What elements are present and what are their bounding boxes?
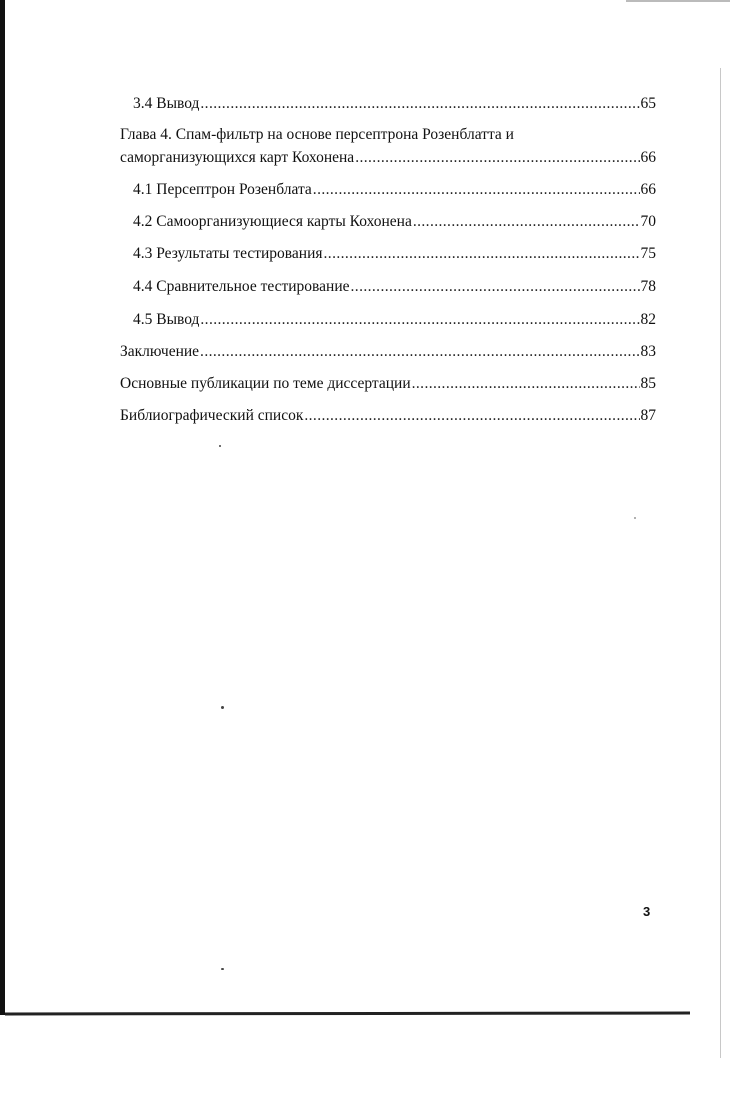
toc-entry-page: 66 <box>640 181 656 198</box>
toc-entry-title: 4.3 Результаты тестирования <box>133 245 323 262</box>
toc-entry-title: Основные публикации по теме диссертации <box>120 375 411 392</box>
page-number: 3 <box>643 904 651 919</box>
toc-entry-3-4 <box>120 94 656 114</box>
toc-entry-4-2 <box>120 212 656 232</box>
toc-entry-page: 83 <box>640 343 656 360</box>
toc-entry-page: 85 <box>640 375 656 392</box>
toc-leader-dots <box>313 180 640 200</box>
toc-leader-dots <box>200 342 639 362</box>
toc-entry-bibliography <box>120 406 656 426</box>
toc-entry-4-1 <box>120 180 656 200</box>
scan-left-border <box>0 0 5 1015</box>
toc-leader-dots <box>324 244 640 264</box>
toc-entry-conclusion <box>120 342 656 362</box>
scan-speck <box>219 445 221 447</box>
toc-entry-4-3 <box>120 244 656 264</box>
toc-entry-4-4 <box>120 277 656 297</box>
toc-entry-title: 4.5 Вывод <box>133 311 200 328</box>
toc-entry-title: 4.1 Персептрон Розенблата <box>133 181 312 198</box>
toc-chapter-4-title-line1: Глава 4. Спам-фильтр на основе персептрона Розенблатта и <box>120 126 514 143</box>
toc-entry-title: Библиографический список <box>120 407 304 424</box>
scan-bottom-edge <box>5 1012 690 1016</box>
toc-leader-dots <box>304 406 639 426</box>
toc-entry-page: 87 <box>640 407 656 424</box>
toc-entry-page: 82 <box>640 311 656 328</box>
toc-leader-dots <box>355 148 639 168</box>
scan-speck <box>221 706 224 709</box>
toc-entry-4-5 <box>120 310 656 330</box>
toc-entry-publications <box>120 374 656 394</box>
toc-entry-title: 4.4 Сравнительное тестирование <box>133 278 350 295</box>
scan-right-edge <box>720 68 721 1058</box>
toc-entry-title: 3.4 Вывод <box>133 95 200 112</box>
scan-top-mark <box>626 0 730 2</box>
toc-leader-dots <box>413 212 640 232</box>
scan-speck <box>221 968 224 970</box>
toc-leader-dots <box>200 94 639 114</box>
toc-leader-dots <box>200 310 639 330</box>
toc-entry-page: 66 <box>640 149 656 166</box>
toc-entry-page: 70 <box>640 213 656 230</box>
toc-entry-title: Заключение <box>120 343 200 360</box>
toc-leader-dots <box>351 277 640 297</box>
toc-entry-title: саморганизующихся карт Кохонена <box>120 149 355 166</box>
toc-entry-page: 75 <box>640 245 656 262</box>
scan-speck <box>634 517 636 519</box>
toc-entry-title: 4.2 Самоорганизующиеся карты Кохонена <box>133 213 412 230</box>
toc-entry-page: 65 <box>640 95 656 112</box>
toc-leader-dots <box>412 374 640 394</box>
toc-entry-page: 78 <box>640 278 656 295</box>
toc-entry-chapter-4 <box>120 148 656 168</box>
